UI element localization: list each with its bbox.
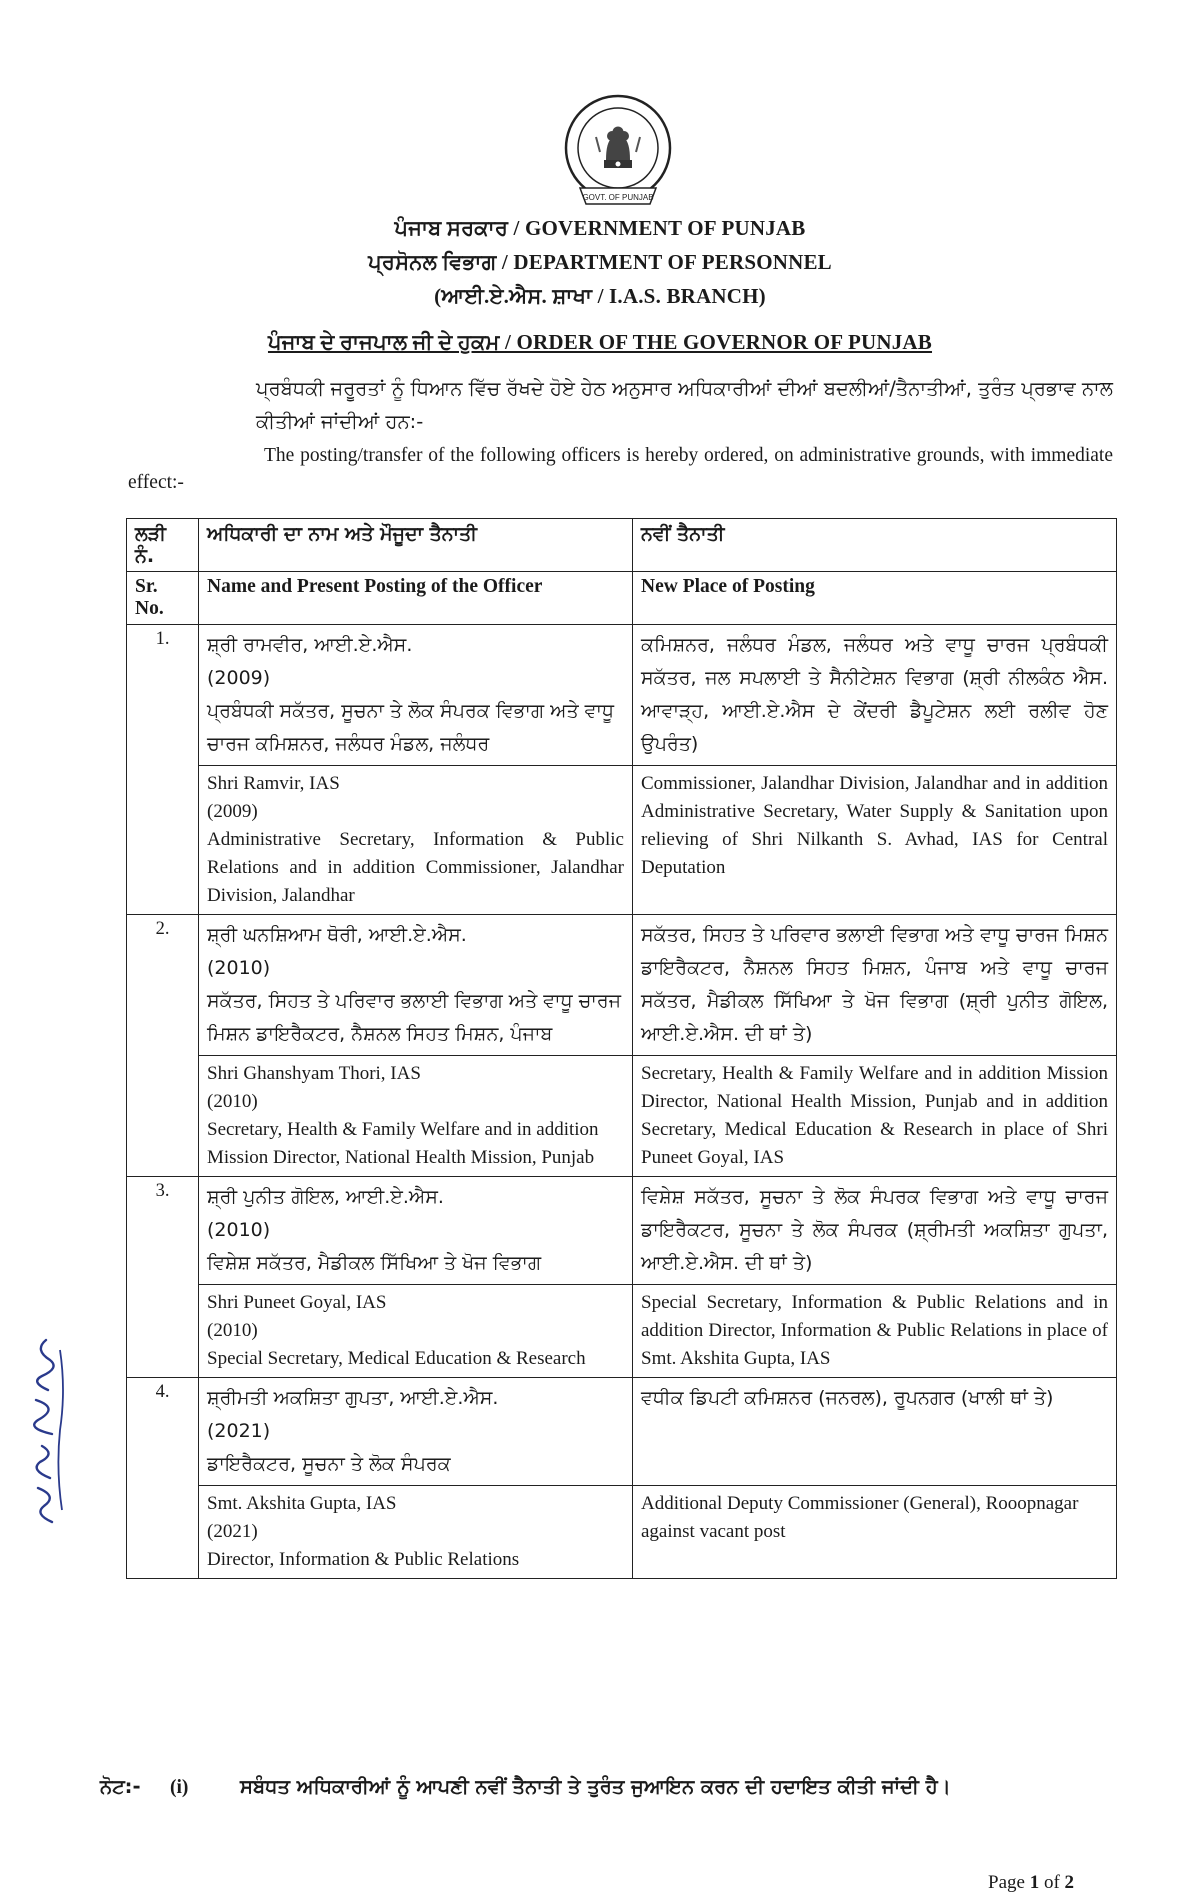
page-number: [988, 1872, 1074, 1894]
header-name-en: Name and Present Posting of the Officer: [199, 572, 633, 625]
table-row: [127, 625, 1117, 766]
present-posting-pa: ਸਕੱਤਰ, ਸਿਹਤ ਤੇ ਪਰਿਵਾਰ ਭਲਾਈ ਵਿਭਾਗ ਅਤੇ ਵਾਧੂ ਚਾਰਜ ਮਿਸ਼ਨ ਡਾਇਰੈਕਟਰ, ਨੈਸ਼ਨਲ ਸਿਹਤ ਮਿਸ਼ਨ, ਪੰਜਾਬ: [207, 990, 622, 1045]
batch-year-pa: (2010): [207, 957, 271, 979]
present-posting-english: [199, 766, 633, 915]
batch-year-pa: (2021): [207, 1420, 271, 1442]
header-government: ਪੰਜਾਬ ਸਰਕਾਰ / GOVERNMENT OF PUNJAB: [394, 216, 806, 240]
officer-name-pa: ਸ਼੍ਰੀਮਤੀ ਅਕਸ਼ਿਤਾ ਗੁਪਤਾ, ਆਈ.ਏ.ਐਸ.: [207, 1387, 499, 1409]
intro-english: The posting/transfer of the following officers is hereby ordered, on administrative grounds, with immediate effect:-: [128, 445, 1113, 493]
header-department: ਪ੍ਰਸੋਨਲ ਵਿਭਾਗ / DEPARTMENT OF PERSONNEL: [368, 250, 832, 274]
present-posting-english: [199, 1486, 633, 1579]
table-row: [127, 915, 1117, 1056]
officer-name-pa: ਸ਼੍ਰੀ ਪੁਨੀਤ ਗੋਇਲ, ਆਈ.ਏ.ਐਸ.: [207, 1186, 444, 1208]
new-posting-punjabi: ਕਮਿਸ਼ਨਰ, ਜਲੰਧਰ ਮੰਡਲ, ਜਲੰਧਰ ਅਤੇ ਵਾਧੂ ਚਾਰਜ ਪ੍ਰਬੰਧਕੀ ਸਕੱਤਰ, ਜਲ ਸਪਲਾਈ ਤੇ ਸੈਨੀਟੇਸ਼ਨ ਵਿਭਾਗ (ਸ਼੍ਰੀ ਨੀਲਕੰਠ ਐਸ. ਆਵਾੜ੍ਹ, ਆਈ.ਏ.ਐਸ ਦੇ ਕੇਂਦਰੀ ਡੈਪੂਟੇਸ਼ਨ ਲਈ ਰਲੀਵ ਹੋਣ ਉਪਰੰਤ): [633, 625, 1117, 766]
present-posting-punjabi: [199, 915, 633, 1056]
present-posting-en: Special Secretary, Medical Education & Research: [207, 1348, 586, 1369]
present-posting-en: Administrative Secretary, Information & Public Relations and in addition Commissioner, Jalandhar Division, Jalandhar: [207, 829, 624, 906]
row-serial: 4.: [127, 1378, 199, 1579]
table-row: [127, 1177, 1117, 1285]
present-posting-en: Director, Information & Public Relations: [207, 1549, 520, 1570]
table-row: [127, 1378, 1117, 1486]
note-line: [100, 1775, 1110, 1799]
table-header-row-english: [127, 572, 1117, 625]
new-posting-english: Special Secretary, Information & Public Relations and in addition Director, Information & Public Relations in place of Smt. Akshita Gupta, IAS: [633, 1285, 1117, 1378]
table-row: [127, 1285, 1117, 1378]
postings-table: [126, 518, 1117, 1579]
present-posting-punjabi: [199, 1177, 633, 1285]
header-branch: (ਆਈ.ਏ.ਐਸ. ਸ਼ਾਖਾ / I.A.S. BRANCH): [434, 284, 766, 308]
punjab-government-emblem-icon: [562, 92, 674, 214]
row-serial: 3.: [127, 1177, 199, 1378]
present-posting-english: [199, 1056, 633, 1177]
emblem-caption: GOVT. OF PUNJAB: [582, 193, 654, 202]
note-text: ਸਬੰਧਤ ਅਧਿਕਾਰੀਆਂ ਨੂੰ ਆਪਣੀ ਨਵੀਂ ਤੈਨਾਤੀ ਤੇ ਤੁਰੰਤ ਜੁਆਇਨ ਕਰਨ ਦੀ ਹਦਾਇਤ ਕੀਤੀ ਜਾਂਦੀ ਹੈ।: [240, 1775, 951, 1798]
batch-year-pa: (2010): [207, 1219, 271, 1241]
new-posting-english: Additional Deputy Commissioner (General), Rooopnagar against vacant post: [633, 1486, 1117, 1579]
page-sep: of: [1043, 1872, 1060, 1893]
row-serial: 1.: [127, 625, 199, 915]
new-posting-punjabi: ਸਕੱਤਰ, ਸਿਹਤ ਤੇ ਪਰਿਵਾਰ ਭਲਾਈ ਵਿਭਾਗ ਅਤੇ ਵਾਧੂ ਚਾਰਜ ਮਿਸ਼ਨ ਡਾਇਰੈਕਟਰ, ਨੈਸ਼ਨਲ ਸਿਹਤ ਮਿਸ਼ਨ, ਪੰਜਾਬ ਅਤੇ ਵਾਧੂ ਚਾਰਜ ਸਕੱਤਰ, ਮੈਡੀਕਲ ਸਿੱਖਿਆ ਤੇ ਖੋਜ ਵਿਭਾਗ (ਸ਼੍ਰੀ ਪੁਨੀਤ ਗੋਇਲ, ਆਈ.ਏ.ਐਸ. ਦੀ ਥਾਂ ਤੇ): [633, 915, 1117, 1056]
header-name-pa: ਅਧਿਕਾਰੀ ਦਾ ਨਾਮ ਅਤੇ ਮੌਜੂਦਾ ਤੈਨਾਤੀ: [199, 519, 633, 572]
present-posting-punjabi: [199, 1378, 633, 1486]
officer-name-pa: ਸ਼੍ਰੀ ਘਨਸ਼ਿਆਮ ਥੋਰੀ, ਆਈ.ਏ.ਐਸ.: [207, 924, 467, 946]
header-sr-pa: ਲੜੀ ਨੰ.: [127, 519, 199, 572]
table-row: [127, 1486, 1117, 1579]
page-total: 2: [1064, 1872, 1075, 1893]
new-posting-english: Secretary, Health & Family Welfare and in addition Mission Director, National Health Mission, Punjab and in addition Secretary, Medical Education & Research in place of Shri Puneet Goyal, IAS: [633, 1056, 1117, 1177]
present-posting-punjabi: [199, 625, 633, 766]
batch-year-en: (2010): [207, 1091, 258, 1112]
batch-year-en: (2009): [207, 801, 258, 822]
new-posting-english: Commissioner, Jalandhar Division, Jalandhar and in addition Administrative Secretary, Water Supply & Sanitation upon relieving of Shri Nilkanth S. Avhad, IAS for Central Deputation: [633, 766, 1117, 915]
new-posting-punjabi: ਵਧੀਕ ਡਿਪਟੀ ਕਮਿਸ਼ਨਰ (ਜਨਰਲ), ਰੂਪਨਗਰ (ਖਾਲੀ ਥਾਂ ਤੇ): [633, 1378, 1117, 1486]
officer-name-pa: ਸ਼੍ਰੀ ਰਾਮਵੀਰ, ਆਈ.ਏ.ਐਸ.: [207, 634, 413, 656]
present-posting-pa: ਵਿਸ਼ੇਸ਼ ਸਕੱਤਰ, ਮੈਡੀਕਲ ਸਿੱਖਿਆ ਤੇ ਖੋਜ ਵਿਭਾਗ: [207, 1252, 542, 1274]
note-number: (i): [170, 1777, 189, 1798]
table-row: [127, 1056, 1117, 1177]
officer-name-en: Smt. Akshita Gupta, IAS: [207, 1493, 397, 1514]
page-current: 1: [1029, 1872, 1040, 1893]
intro-punjabi: ਪ੍ਰਬੰਧਕੀ ਜਰੂਰਤਾਂ ਨੂੰ ਧਿਆਨ ਵਿੱਚ ਰੱਖਦੇ ਹੋਏ ਹੇਠ ਅਨੁਸਾਰ ਅਧਿਕਾਰੀਆਂ ਦੀਆਂ ਬਦਲੀਆਂ/ਤੈਨਾਤੀਆਂ, ਤੁਰੰਤ ਪ੍ਰਭਾਵ ਨਾਲ ਕੀਤੀਆਂ ਜਾਂਦੀਆਂ ਹਨ:-: [256, 377, 1113, 433]
officer-name-en: Shri Ghanshyam Thori, IAS: [207, 1063, 421, 1084]
officer-name-en: Shri Ramvir, IAS: [207, 773, 340, 794]
batch-year-en: (2010): [207, 1320, 258, 1341]
table-row: [127, 766, 1117, 915]
page-prefix: Page: [988, 1872, 1025, 1893]
handwritten-signature: [16, 1330, 76, 1530]
header-sr-en: Sr. No.: [127, 572, 199, 625]
header-order-title: ਪੰਜਾਬ ਦੇ ਰਾਜਪਾਲ ਜੀ ਦੇ ਹੁਕਮ / ORDER OF THE GOVERNOR OF PUNJAB: [267, 330, 933, 354]
table-header-row-punjabi: [127, 519, 1117, 572]
present-posting-pa: ਡਾਇਰੈਕਟਰ, ਸੂਚਨਾ ਤੇ ਲੋਕ ਸੰਪਰਕ: [207, 1453, 451, 1475]
header-new-en: New Place of Posting: [633, 572, 1117, 625]
batch-year-en: (2021): [207, 1521, 258, 1542]
present-posting-en: Secretary, Health & Family Welfare and in addition Mission Director, National Health Mission, Punjab: [207, 1119, 599, 1168]
note-label: ਨੋਟ:-: [100, 1775, 141, 1798]
officer-name-en: Shri Puneet Goyal, IAS: [207, 1292, 387, 1313]
batch-year-pa: (2009): [207, 667, 271, 689]
new-posting-punjabi: ਵਿਸ਼ੇਸ਼ ਸਕੱਤਰ, ਸੂਚਨਾ ਤੇ ਲੋਕ ਸੰਪਰਕ ਵਿਭਾਗ ਅਤੇ ਵਾਧੂ ਚਾਰਜ ਡਾਇਰੈਕਟਰ, ਸੂਚਨਾ ਤੇ ਲੋਕ ਸੰਪਰਕ (ਸ਼੍ਰੀਮਤੀ ਅਕਸ਼ਿਤਾ ਗੁਪਤਾ, ਆਈ.ਏ.ਐਸ. ਦੀ ਥਾਂ ਤੇ): [633, 1177, 1117, 1285]
present-posting-english: [199, 1285, 633, 1378]
header-new-pa: ਨਵੀਂ ਤੈਨਾਤੀ: [633, 519, 1117, 572]
present-posting-pa: ਪ੍ਰਬੰਧਕੀ ਸਕੱਤਰ, ਸੂਚਨਾ ਤੇ ਲੋਕ ਸੰਪਰਕ ਵਿਭਾਗ ਅਤੇ ਵਾਧੂ ਚਾਰਜ ਕਮਿਸ਼ਨਰ, ਜਲੰਧਰ ਮੰਡਲ, ਜਲੰਧਰ: [207, 700, 614, 755]
row-serial: 2.: [127, 915, 199, 1177]
